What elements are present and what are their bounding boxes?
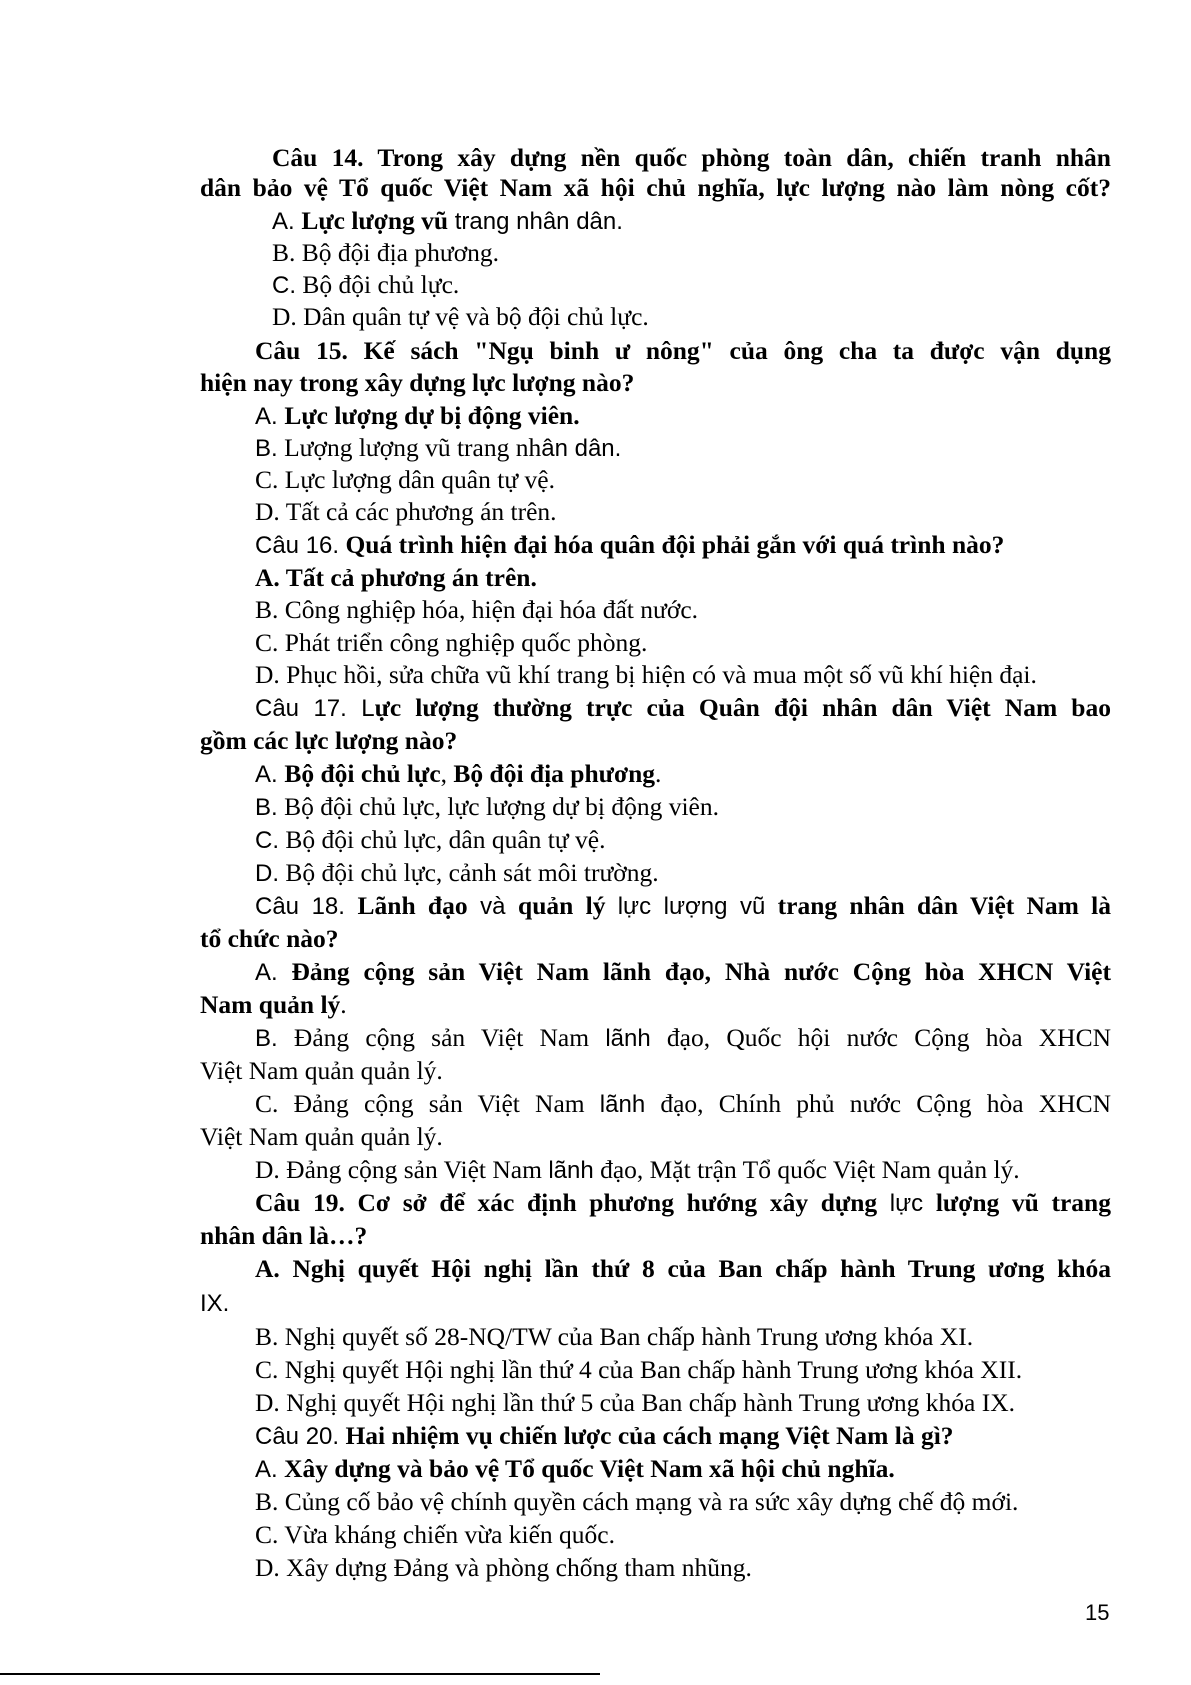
q18-line-1: Câu 18. Lãnh đạo và quản lý lực lượng vũ trang nhân dân Việt Nam là bbox=[255, 891, 1112, 920]
q16-option-c: C. Phát triển công nghiệp quốc phòng. bbox=[255, 628, 648, 657]
q15-option-a: A. Lực lượng dự bị động viên. bbox=[255, 401, 580, 430]
q19-line-1: Câu 19. Cơ sở để xác định phương hướng xây dựng lực lượng vũ trang bbox=[255, 1188, 1111, 1217]
q19-option-b: B. Nghị quyết số 28-NQ/TW của Ban chấp hành Trung ương khóa XI. bbox=[255, 1322, 974, 1351]
q17-option-c: C. Bộ đội chủ lực, dân quân tự vệ. bbox=[255, 825, 606, 854]
q17-option-a: A. Bộ đội chủ lực, Bộ đội địa phương. bbox=[255, 759, 662, 788]
q14-line-1: Câu 14. Trong xây dựng nền quốc phòng toàn dân, chiến tranh nhân bbox=[272, 143, 1111, 172]
q15-option-b: B. Lượng lượng vũ trang nhân dân. bbox=[255, 433, 622, 462]
q14-option-d: D. Dân quân tự vệ và bộ đội chủ lực. bbox=[272, 302, 649, 331]
q18-option-a-line-1: A. Đảng cộng sản Việt Nam lãnh đạo, Nhà nước Cộng hòa XHCN Việt bbox=[255, 957, 1111, 986]
q16-option-b: B. Công nghiệp hóa, hiện đại hóa đất nước. bbox=[255, 595, 699, 624]
q16-line-1: Câu 16. Quá trình hiện đại hóa quân đội phải gắn với quá trình nào? bbox=[255, 530, 1005, 559]
q18-option-c-line-2: Việt Nam quản quản lý. bbox=[200, 1122, 443, 1151]
q15-option-c: C. Lực lượng dân quân tự vệ. bbox=[255, 465, 555, 494]
q20-option-c: C. Vừa kháng chiến vừa kiến quốc. bbox=[255, 1520, 616, 1549]
q20-option-b: B. Củng cố bảo vệ chính quyền cách mạng và ra sức xây dựng chế độ mới. bbox=[255, 1487, 1019, 1516]
q18-option-a-line-2: Nam quản lý. bbox=[200, 990, 347, 1019]
q17-line-2: gồm các lực lượng nào? bbox=[200, 726, 458, 755]
footer-rule bbox=[0, 1673, 600, 1675]
q15-line-2: hiện nay trong xây dựng lực lượng nào? bbox=[200, 368, 635, 397]
q17-line-1: Câu 17. Lực lượng thường trực của Quân đội nhân dân Việt Nam bao bbox=[255, 693, 1111, 722]
q18-line-2: tổ chức nào? bbox=[200, 924, 339, 953]
q14-option-b: B. Bộ đội địa phương. bbox=[272, 238, 500, 267]
q19-option-a-line-1: A. Nghị quyết Hội nghị lần thứ 8 của Ban chấp hành Trung ương khóa bbox=[255, 1254, 1111, 1283]
q17-option-b: B. Bộ đội chủ lực, lực lượng dự bị động viên. bbox=[255, 792, 719, 821]
q18-option-b-line-2: Việt Nam quản quản lý. bbox=[200, 1056, 443, 1085]
q19-option-d: D. Nghị quyết Hội nghị lần thứ 5 của Ban chấp hành Trung ương khóa IX. bbox=[255, 1388, 1015, 1417]
q19-option-a-line-2: IX. bbox=[200, 1290, 230, 1317]
q18-option-c-line-1: C. Đảng cộng sản Việt Nam lãnh đạo, Chính phủ nước Cộng hòa XHCN bbox=[255, 1089, 1111, 1118]
q16-option-a: A. Tất cả phương án trên. bbox=[255, 563, 537, 592]
q19-option-c: C. Nghị quyết Hội nghị lần thứ 4 của Ban chấp hành Trung ương khóa XII. bbox=[255, 1355, 1023, 1384]
q20-option-a: A. Xây dựng và bảo vệ Tổ quốc Việt Nam xã hội chủ nghĩa. bbox=[255, 1454, 895, 1483]
q15-line-1: Câu 15. Kế sách "Ngụ binh ư nông" của ông cha ta được vận dụng bbox=[255, 336, 1111, 365]
page-number: 15 bbox=[1085, 1600, 1110, 1625]
q20-line-1: Câu 20. Hai nhiệm vụ chiến lược của cách mạng Việt Nam là gì? bbox=[255, 1421, 954, 1450]
q18-option-d: D. Đảng cộng sản Việt Nam lãnh đạo, Mặt trận Tổ quốc Việt Nam quản lý. bbox=[255, 1155, 1020, 1184]
q17-option-d: D. Bộ đội chủ lực, cảnh sát môi trường. bbox=[255, 858, 659, 887]
q19-line-2: nhân dân là…? bbox=[200, 1221, 368, 1250]
q14-line-2: dân bảo vệ Tổ quốc Việt Nam xã hội chủ nghĩa, lực lượng nào làm nòng cốt? bbox=[200, 173, 1111, 202]
q18-option-b-line-1: B. Đảng cộng sản Việt Nam lãnh đạo, Quốc hội nước Cộng hòa XHCN bbox=[255, 1023, 1112, 1052]
q14-option-a: A. Lực lượng vũ trang nhân dân. bbox=[272, 206, 623, 235]
q16-option-d: D. Phục hồi, sửa chữa vũ khí trang bị hiện có và mua một số vũ khí hiện đại. bbox=[255, 660, 1037, 689]
q14-option-c: C. Bộ đội chủ lực. bbox=[272, 270, 460, 299]
q20-option-d: D. Xây dựng Đảng và phòng chống tham nhũng. bbox=[255, 1553, 752, 1582]
q15-option-d: D. Tất cả các phương án trên. bbox=[255, 497, 557, 526]
